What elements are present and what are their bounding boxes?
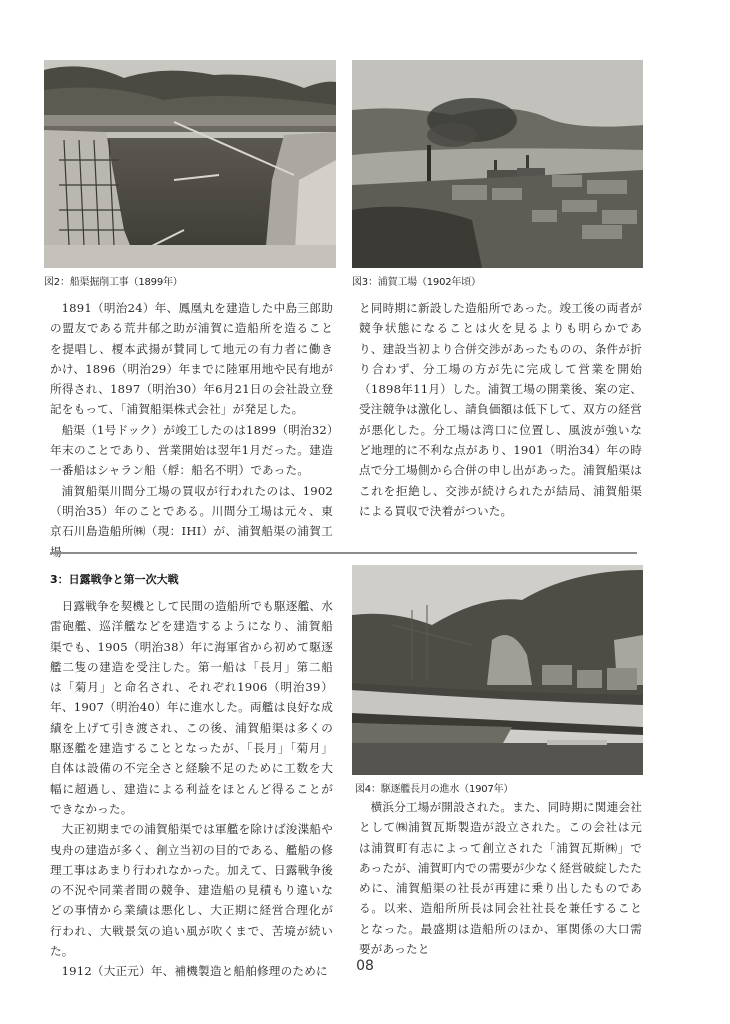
page-number: 08 xyxy=(356,958,374,974)
destroyer-launch-image xyxy=(352,565,643,775)
upper-left-column xyxy=(50,298,333,562)
figure-2-caption: 図2：船渠掘削工事（1899年） xyxy=(44,277,183,288)
upper-right-column xyxy=(359,298,642,521)
paragraph: 大正初期までの浦賀船渠では軍艦を除けば浚渫船や曳舟の建造が多く、創立当初の目的である、艦船の修理工事はあまり行われなかった。加えて、日露戦争後の不況や同業者間の競争、建造船の見積もり違いなどの事情から業績は悪化し、大正期に経営合理化が行われ、大戦景気の追い風が吹くまで、苦境が続いた。 xyxy=(50,822,333,959)
figure-3-caption: 図3：浦賀工場（1902年頃） xyxy=(352,277,481,288)
paragraph: 横浜分工場が開設された。また、同時期に関連会社として㈱浦賀瓦斯製造が設立された。この会社は元は浦賀町有志によって創立された「浦賀瓦斯㈱」であったが、浦賀町内での需要が少なく経営破綻したために、浦賀船渠の社長が再建に乗り出したものである。以来、造船所所長は同会社社長を兼任することとなった。最盛期は造船所のほか、軍関係の大口需要があったと xyxy=(359,800,642,957)
section-heading: 3：日露戦争と第一次大戦 xyxy=(50,573,179,586)
figure-4-caption: 図4：駆逐艦長月の進水（1907年） xyxy=(355,784,514,795)
section-right-column xyxy=(359,797,642,959)
section-divider xyxy=(50,552,637,554)
section-left-column xyxy=(50,596,333,982)
figure-2-photo xyxy=(44,60,336,268)
paragraph: 1912（大正元）年、補機製造と船舶修理のために xyxy=(61,964,328,979)
figure-4-photo xyxy=(352,565,643,775)
paragraph: 船渠（1号ドック）が竣工したのは1899（明治32）年末のことであり、営業開始は翌年1月だった。建造一番船はシャラン船（艀：船名不明）であった。 xyxy=(50,422,333,478)
dock-excavation-image xyxy=(44,60,336,268)
paragraph: 日露戦争を契機として民間の造船所でも駆逐艦、水雷砲艦、巡洋艦などを建造するようになり、浦賀船渠でも、1905（明治38）年に海軍省から初めて駆逐艦二隻の建造を受注した。第一船は「長月」第二船は「菊月」と命名され、それぞれ1906（明治39）年、1907（明治40）年に進水した。両艦は良好な成績を上げて引き渡され、この後、浦賀船渠は多くの駆逐艦を建造することとなったが、「長月」「菊月」自体は設備の不完全さと経験不足のために工数を大幅に超過し、建造による利益をほとんど得ることができなかった。 xyxy=(50,599,333,816)
paragraph: 浦賀船渠川間分工場の買収が行われたのは、1902（明治35）年のことである。川間分工場は元々、東京石川島造船所㈱（現：IHI）が、浦賀船渠の浦賀工場 xyxy=(50,483,333,559)
figure-3-photo xyxy=(352,60,643,268)
paragraph: 1891（明治24）年、鳳凰丸を建造した中島三郎助の盟友である荒井郁之助が浦賀に造船所を造ることを提唱し、榎本武揚が賛同して地元の有力者に働きかけ、1896（明治29）年までに陸軍用地や民有地が所得され、1897（明治30）年6月21日の会社設立登記をもって、「浦賀船渠株式会社」が発足した。 xyxy=(50,301,333,417)
paragraph: と同時期に新設した造船所であった。竣工後の両者が競争状態になることは火を見るよりも明らかであり、建設当初より合併交渉があったものの、条件が折り合わず、分工場の方が先に完成して営業を開始（1898年11月）した。浦賀工場の開業後、案の定、受注競争は激化し、請負価額は低下して、双方の経営が悪化した。分工場は湾口に位置し、風波が強いなど地理的に不利な点があり、1901（明治34）年の時点で分工場側から合併の申し出があった。浦賀船渠はこれを拒絶し、交渉が続けられたが結局、浦賀船渠による買収で決着がついた。 xyxy=(359,301,642,518)
uraga-factory-image xyxy=(352,60,643,268)
